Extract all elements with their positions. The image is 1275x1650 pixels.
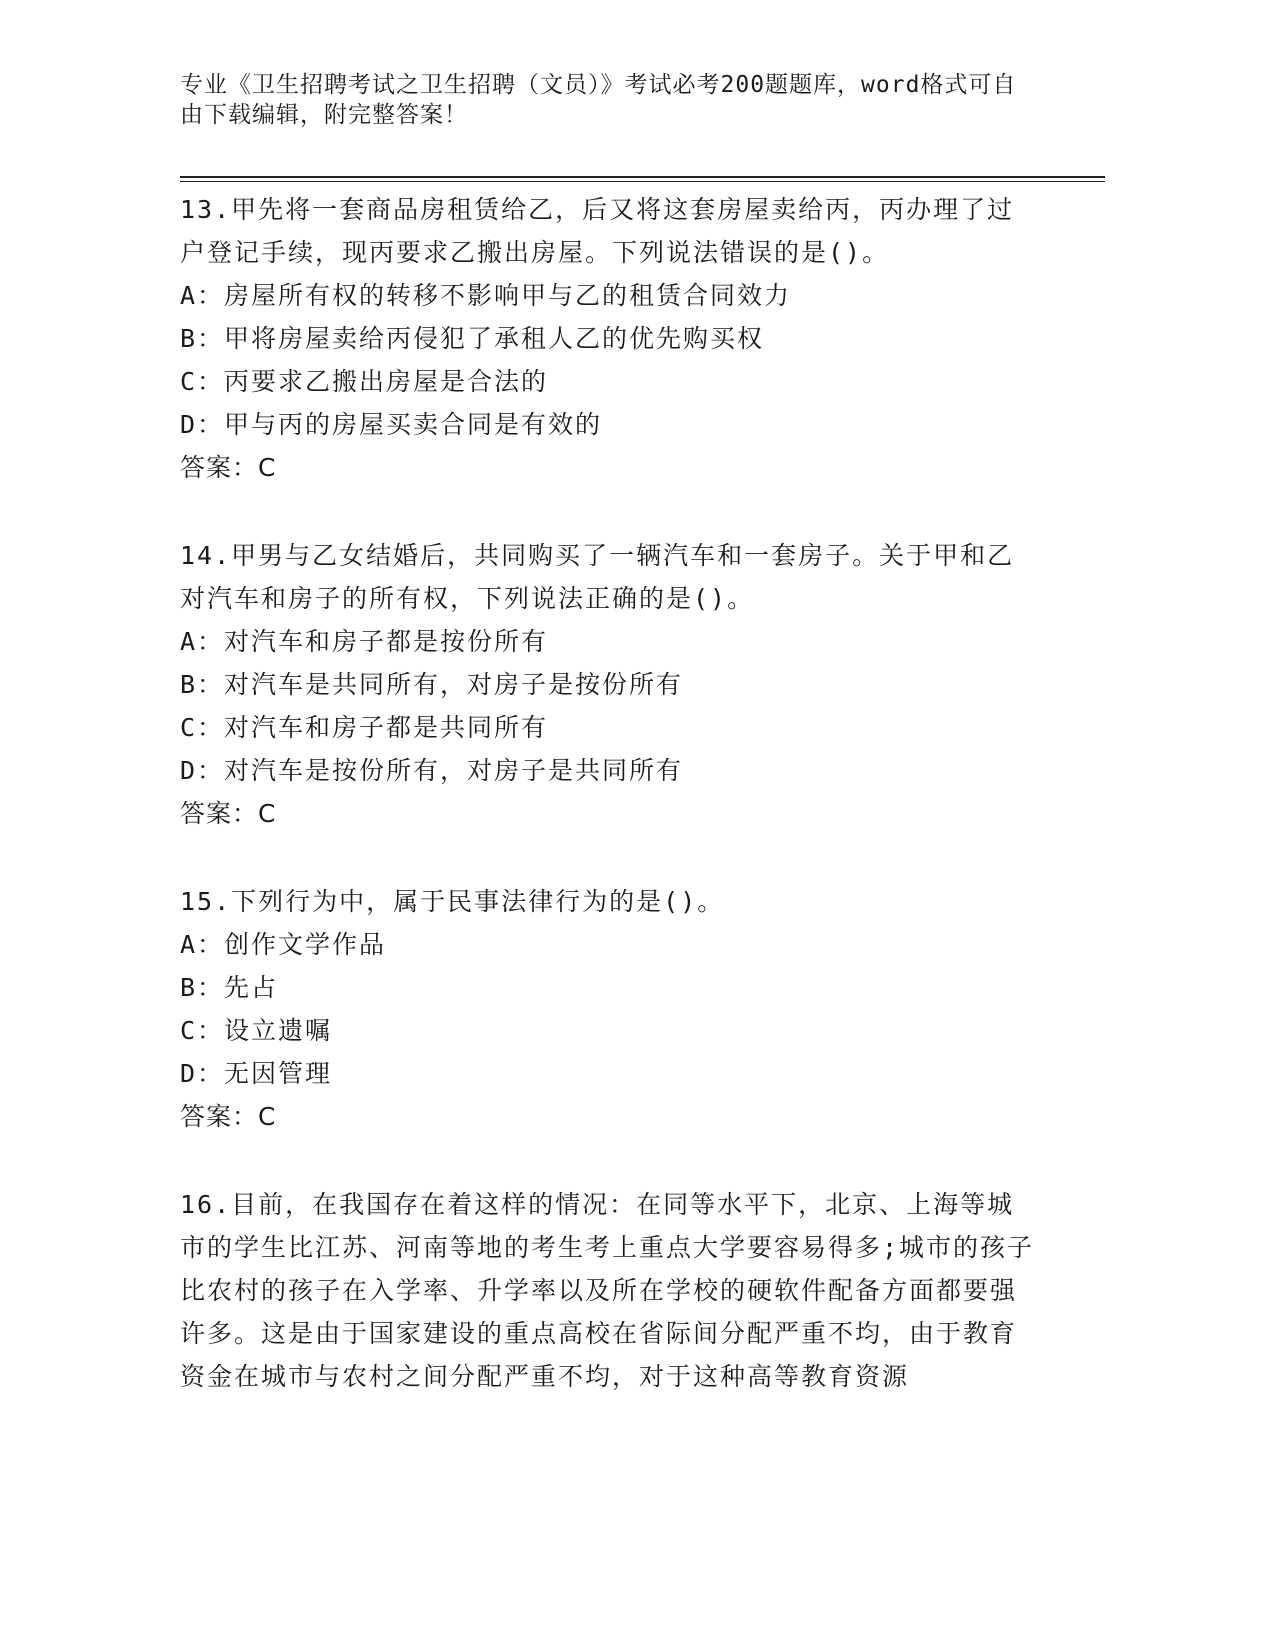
option-d: D：甲与丙的房屋买卖合同是有效的 xyxy=(180,410,603,439)
question-list xyxy=(180,188,1040,1398)
option-b: B：对汽车是共同所有，对房子是按份所有 xyxy=(180,670,684,699)
question-spacer xyxy=(180,835,1040,880)
question-15 xyxy=(180,880,1040,1138)
question-stem: 14.甲男与乙女结婚后，共同购买了一辆汽车和一套房子。关于甲和乙对汽车和房子的所有权，下列说法正确的是()。 xyxy=(180,541,1015,613)
option-c: C：对汽车和房子都是共同所有 xyxy=(180,713,549,742)
header-line-1: 专业《卫生招聘考试之卫生招聘（文员）》考试必考200题题库，word格式可自 xyxy=(180,72,1017,98)
document-header xyxy=(180,70,1040,130)
question-14 xyxy=(180,534,1040,835)
option-a: A：房屋所有权的转移不影响甲与乙的租赁合同效力 xyxy=(180,281,792,310)
answer: 答案：C xyxy=(180,453,277,482)
option-d: D：无因管理 xyxy=(180,1059,333,1088)
option-b: B：甲将房屋卖给丙侵犯了承租人乙的优先购买权 xyxy=(180,324,765,353)
answer: 答案：C xyxy=(180,799,277,828)
header-line-2: 由下载编辑，附完整答案！ xyxy=(180,102,468,128)
question-16 xyxy=(180,1183,1040,1398)
question-stem: 16.目前，在我国存在着这样的情况：在同等水平下，北京、上海等城市的学生比江苏、河南等地的考生考上重点大学要容易得多;城市的孩子比农村的孩子在入学率、升学率以及所在学校的硬软件配备方面都要强许多。这是由于国家建设的重点高校在省际间分配严重不均，由于教育资金在城市与农村之间分配严重不均，对于这种高等教育资源 xyxy=(180,1190,1035,1391)
question-spacer xyxy=(180,1138,1040,1183)
header-divider-thin xyxy=(180,181,1105,182)
option-a: A：创作文学作品 xyxy=(180,930,387,959)
answer: 答案：C xyxy=(180,1102,277,1131)
option-b: B：先占 xyxy=(180,973,279,1002)
option-d: D：对汽车是按份所有，对房子是共同所有 xyxy=(180,756,684,785)
header-divider-thick xyxy=(180,176,1105,178)
question-13 xyxy=(180,188,1040,489)
option-c: C：设立遗嘱 xyxy=(180,1016,333,1045)
option-a: A：对汽车和房子都是按份所有 xyxy=(180,627,549,656)
question-stem: 13.甲先将一套商品房租赁给乙，后又将这套房屋卖给丙，丙办理了过户登记手续，现丙要求乙搬出房屋。下列说法错误的是()。 xyxy=(180,195,1015,267)
question-stem: 15.下列行为中，属于民事法律行为的是()。 xyxy=(180,887,725,916)
question-spacer xyxy=(180,489,1040,534)
option-c: C：丙要求乙搬出房屋是合法的 xyxy=(180,367,549,396)
